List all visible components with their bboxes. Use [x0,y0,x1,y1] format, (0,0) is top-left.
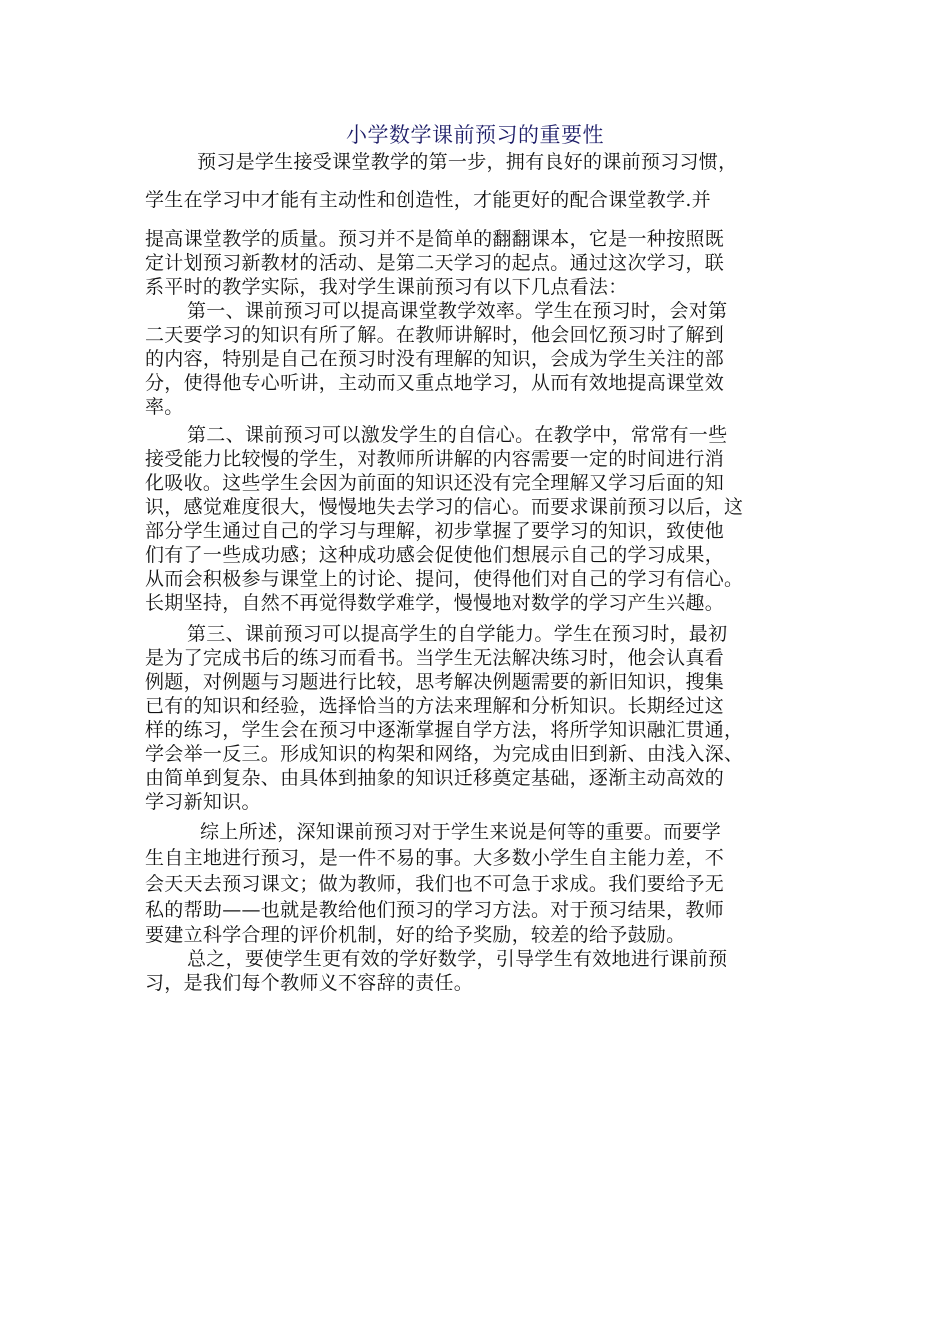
text-line: 系平时的教学实际，我对学生课前预习有以下几点看法： [145,276,628,298]
text-line: 预习是学生接受课堂教学的第一步，拥有良好的课前预习习惯， [197,151,738,173]
text-line: 第二、课前预习可以激发学生的自信心。在教学中，常常有一些 [187,424,728,446]
text-line: 从而会积极参与课堂上的讨论、提问，使得他们对自己的学习有信心。 [145,568,744,590]
text-line: 由简单到复杂、由具体到抽象的知识迁移奠定基础，逐渐主动高效的 [145,767,725,789]
text-line: 会天天去预习课文；做为教师，我们也不可急于求成。我们要给予无 [145,873,725,895]
text-line: 提高课堂教学的质量。预习并不是简单的翻翻课本，它是一种按照既 [145,228,725,250]
text-line: 是为了完成书后的练习而看书。当学生无法解决练习时，他会认真看 [145,647,725,669]
text-line: 私的帮助——也就是教给他们预习的学习方法。对于预习结果，教师 [145,899,725,921]
text-line: 生自主地进行预习，是一件不易的事。大多数小学生自主能力差，不 [145,847,725,869]
text-line: 综上所述，深知课前预习对于学生来说是何等的重要。而要学 [200,821,722,843]
text-line: 已有的知识和经验，选择恰当的方法来理解和分析知识。长期经过这 [145,695,725,717]
text-line: 识，感觉难度很大，慢慢地失去学习的信心。而要求课前预习以后，这 [145,496,744,518]
text-line: 化吸收。这些学生会因为前面的知识还没有完全理解又学习后面的知 [145,472,725,494]
text-line: 率。 [145,396,184,418]
text-line: 要建立科学合理的评价机制，好的给予奖励，较差的给予鼓励。 [145,924,686,946]
text-line: 第三、课前预习可以提高学生的自学能力。学生在预习时，最初 [187,623,728,645]
document-title: 小学数学课前预习的重要性 [346,123,604,147]
text-line: 样的练习，学生会在预习中逐渐掌握自学方法，将所学知识融汇贯通， [145,719,744,741]
text-line: 部分学生通过自己的学习与理解，初步掌握了要学习的知识，致使他 [145,520,725,542]
text-line: 定计划预习新教材的活动、是第二天学习的起点。通过这次学习，联 [145,252,725,274]
text-line: 例题，对例题与习题进行比较，思考解决例题需要的新旧知识，搜集 [145,671,725,693]
text-line: 们有了一些成功感；这种成功感会促使他们想展示自己的学习成果， [145,544,725,566]
text-line: 接受能力比较慢的学生，对教师所讲解的内容需要一定的时间进行消 [145,448,725,470]
text-line: 第一、课前预习可以提高课堂教学效率。学生在预习时，会对第 [187,300,728,322]
text-line: 二天要学习的知识有所了解。在教师讲解时，他会回忆预习时了解到 [145,324,725,346]
text-line: 学习新知识。 [145,791,261,813]
text-line: 的内容，特别是自己在预习时没有理解的知识，会成为学生关注的部 [145,348,725,370]
text-line: 总之，要使学生更有效的学好数学，引导学生有效地进行课前预 [187,948,728,970]
text-line: 分，使得他专心听讲，主动而又重点地学习，从而有效地提高课堂效 [145,372,725,394]
text-line: 学生在学习中才能有主动性和创造性，才能更好的配合课堂教学.并 [145,189,712,211]
text-line: 习，是我们每个教师义不容辞的责任。 [145,972,474,994]
text-line: 学会举一反三。形成知识的构架和网络，为完成由旧到新、由浅入深、 [145,743,744,765]
text-line: 长期坚持，自然不再觉得数学难学，慢慢地对数学的学习产生兴趣。 [145,592,725,614]
